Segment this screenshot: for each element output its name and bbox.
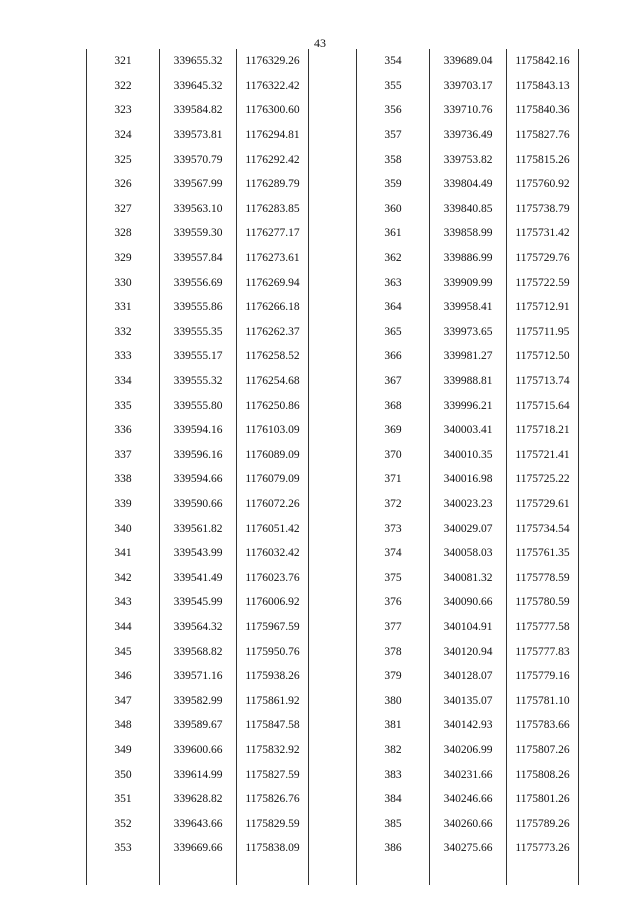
point-number-cell: 359 xyxy=(357,172,430,197)
x-coordinate-cell: 339561.82 xyxy=(160,516,237,541)
border-cell xyxy=(507,861,579,886)
table-row xyxy=(87,590,309,615)
y-coordinate-cell: 1176266.18 xyxy=(237,295,309,320)
x-coordinate-cell: 339981.27 xyxy=(430,344,507,369)
table-row xyxy=(87,467,309,492)
y-coordinate-cell: 1176329.26 xyxy=(237,49,309,74)
point-number-cell: 365 xyxy=(357,320,430,345)
table-row xyxy=(357,123,579,148)
y-coordinate-cell: 1175773.26 xyxy=(507,836,579,861)
point-number-cell: 357 xyxy=(357,123,430,148)
y-coordinate-cell: 1175777.58 xyxy=(507,615,579,640)
point-number-cell: 334 xyxy=(87,369,160,394)
x-coordinate-cell: 339988.81 xyxy=(430,369,507,394)
table-row xyxy=(357,49,579,74)
point-number-cell: 340 xyxy=(87,516,160,541)
table-row xyxy=(357,221,579,246)
x-coordinate-cell: 339555.86 xyxy=(160,295,237,320)
x-coordinate-cell: 339555.35 xyxy=(160,320,237,345)
table-row xyxy=(87,221,309,246)
point-number-cell: 378 xyxy=(357,639,430,664)
x-coordinate-cell: 340016.98 xyxy=(430,467,507,492)
y-coordinate-cell: 1175713.74 xyxy=(507,369,579,394)
point-number-cell: 358 xyxy=(357,147,430,172)
x-coordinate-cell: 339594.16 xyxy=(160,418,237,443)
table-row xyxy=(87,49,309,74)
x-coordinate-cell: 339703.17 xyxy=(430,74,507,99)
point-number-cell: 366 xyxy=(357,344,430,369)
point-number-cell: 371 xyxy=(357,467,430,492)
table-row xyxy=(357,467,579,492)
table-row xyxy=(357,541,579,566)
table-row xyxy=(87,639,309,664)
x-coordinate-cell: 339567.99 xyxy=(160,172,237,197)
table-row xyxy=(357,320,579,345)
x-coordinate-cell: 340010.35 xyxy=(430,443,507,468)
point-number-cell: 342 xyxy=(87,565,160,590)
x-coordinate-cell: 339628.82 xyxy=(160,787,237,812)
y-coordinate-cell: 1175780.59 xyxy=(507,590,579,615)
point-number-cell: 350 xyxy=(87,762,160,787)
x-coordinate-cell: 339568.82 xyxy=(160,639,237,664)
border-cell xyxy=(357,861,430,886)
x-coordinate-cell: 340260.66 xyxy=(430,811,507,836)
y-coordinate-cell: 1175801.26 xyxy=(507,787,579,812)
point-number-cell: 380 xyxy=(357,688,430,713)
point-number-cell: 338 xyxy=(87,467,160,492)
point-number-cell: 325 xyxy=(87,147,160,172)
table-row xyxy=(357,418,579,443)
table-row xyxy=(357,787,579,812)
x-coordinate-cell: 340029.07 xyxy=(430,516,507,541)
x-coordinate-cell: 339573.81 xyxy=(160,123,237,148)
point-number-cell: 353 xyxy=(87,836,160,861)
x-coordinate-cell: 339643.66 xyxy=(160,811,237,836)
x-coordinate-cell: 339589.67 xyxy=(160,713,237,738)
x-coordinate-cell: 340135.07 xyxy=(430,688,507,713)
point-number-cell: 382 xyxy=(357,738,430,763)
y-coordinate-cell: 1176023.76 xyxy=(237,565,309,590)
x-coordinate-cell: 339614.99 xyxy=(160,762,237,787)
y-coordinate-cell: 1176300.60 xyxy=(237,98,309,123)
point-number-cell: 330 xyxy=(87,270,160,295)
point-number-cell: 336 xyxy=(87,418,160,443)
y-coordinate-cell: 1175840.36 xyxy=(507,98,579,123)
table-row xyxy=(87,270,309,295)
x-coordinate-cell: 339645.32 xyxy=(160,74,237,99)
x-coordinate-cell: 339590.66 xyxy=(160,492,237,517)
x-coordinate-cell: 340206.99 xyxy=(430,738,507,763)
point-number-cell: 321 xyxy=(87,49,160,74)
y-coordinate-cell: 1176089.09 xyxy=(237,443,309,468)
y-coordinate-cell: 1175829.59 xyxy=(237,811,309,836)
table-row xyxy=(87,74,309,99)
x-coordinate-cell: 339541.49 xyxy=(160,565,237,590)
y-coordinate-cell: 1176254.68 xyxy=(237,369,309,394)
x-coordinate-cell: 339689.04 xyxy=(430,49,507,74)
point-number-cell: 381 xyxy=(357,713,430,738)
table-row xyxy=(87,197,309,222)
table-row xyxy=(357,811,579,836)
y-coordinate-cell: 1175718.21 xyxy=(507,418,579,443)
point-number-cell: 345 xyxy=(87,639,160,664)
table-row xyxy=(87,688,309,713)
table-row xyxy=(87,516,309,541)
y-coordinate-cell: 1176032.42 xyxy=(237,541,309,566)
table-row xyxy=(357,664,579,689)
point-number-cell: 370 xyxy=(357,443,430,468)
table-row xyxy=(357,197,579,222)
table-row xyxy=(357,98,579,123)
table-row xyxy=(87,295,309,320)
y-coordinate-cell: 1175967.59 xyxy=(237,615,309,640)
x-coordinate-cell: 339958.41 xyxy=(430,295,507,320)
y-coordinate-cell: 1176273.61 xyxy=(237,246,309,271)
table-row xyxy=(357,344,579,369)
x-coordinate-cell: 340120.94 xyxy=(430,639,507,664)
y-coordinate-cell: 1175815.26 xyxy=(507,147,579,172)
y-coordinate-cell: 1176051.42 xyxy=(237,516,309,541)
y-coordinate-cell: 1175781.10 xyxy=(507,688,579,713)
y-coordinate-cell: 1176294.81 xyxy=(237,123,309,148)
y-coordinate-cell: 1175838.09 xyxy=(237,836,309,861)
y-coordinate-cell: 1175734.54 xyxy=(507,516,579,541)
border-cell xyxy=(237,861,309,886)
x-coordinate-cell: 339600.66 xyxy=(160,738,237,763)
x-coordinate-cell: 339555.17 xyxy=(160,344,237,369)
point-number-cell: 373 xyxy=(357,516,430,541)
y-coordinate-cell: 1175842.16 xyxy=(507,49,579,74)
y-coordinate-cell: 1176072.26 xyxy=(237,492,309,517)
x-coordinate-cell: 339996.21 xyxy=(430,393,507,418)
y-coordinate-cell: 1175729.61 xyxy=(507,492,579,517)
point-number-cell: 333 xyxy=(87,344,160,369)
x-coordinate-cell: 339736.49 xyxy=(430,123,507,148)
x-coordinate-cell: 340003.41 xyxy=(430,418,507,443)
point-number-cell: 372 xyxy=(357,492,430,517)
y-coordinate-cell: 1175729.76 xyxy=(507,246,579,271)
x-coordinate-cell: 339804.49 xyxy=(430,172,507,197)
y-coordinate-cell: 1175938.26 xyxy=(237,664,309,689)
point-number-cell: 375 xyxy=(357,565,430,590)
table-row xyxy=(87,369,309,394)
y-coordinate-cell: 1176289.79 xyxy=(237,172,309,197)
x-coordinate-cell: 339753.82 xyxy=(430,147,507,172)
table-row xyxy=(357,147,579,172)
x-coordinate-cell: 340275.66 xyxy=(430,836,507,861)
x-coordinate-cell: 339559.30 xyxy=(160,221,237,246)
x-coordinate-cell: 339584.82 xyxy=(160,98,237,123)
point-number-cell: 369 xyxy=(357,418,430,443)
x-coordinate-cell: 339555.32 xyxy=(160,369,237,394)
table-row xyxy=(357,565,579,590)
table-row xyxy=(87,615,309,640)
point-number-cell: 363 xyxy=(357,270,430,295)
y-coordinate-cell: 1176262.37 xyxy=(237,320,309,345)
table-row xyxy=(357,369,579,394)
x-coordinate-cell: 340058.03 xyxy=(430,541,507,566)
table-row xyxy=(357,639,579,664)
table-row xyxy=(357,172,579,197)
y-coordinate-cell: 1175783.66 xyxy=(507,713,579,738)
point-number-cell: 364 xyxy=(357,295,430,320)
x-coordinate-cell: 339973.65 xyxy=(430,320,507,345)
point-number-cell: 356 xyxy=(357,98,430,123)
border-cell xyxy=(430,861,507,886)
table-row xyxy=(87,836,309,861)
point-number-cell: 349 xyxy=(87,738,160,763)
table-row xyxy=(87,762,309,787)
y-coordinate-cell: 1175760.92 xyxy=(507,172,579,197)
y-coordinate-cell: 1176269.94 xyxy=(237,270,309,295)
x-coordinate-cell: 339655.32 xyxy=(160,49,237,74)
table-row xyxy=(87,713,309,738)
y-coordinate-cell: 1175712.50 xyxy=(507,344,579,369)
coordinate-table-left xyxy=(86,49,309,885)
y-coordinate-cell: 1176103.09 xyxy=(237,418,309,443)
table-row xyxy=(87,320,309,345)
point-number-cell: 348 xyxy=(87,713,160,738)
y-coordinate-cell: 1175721.41 xyxy=(507,443,579,468)
table-row xyxy=(87,98,309,123)
y-coordinate-cell: 1175711.95 xyxy=(507,320,579,345)
table-row xyxy=(357,836,579,861)
point-number-cell: 335 xyxy=(87,393,160,418)
point-number-cell: 368 xyxy=(357,393,430,418)
y-coordinate-cell: 1175827.59 xyxy=(237,762,309,787)
y-coordinate-cell: 1175826.76 xyxy=(237,787,309,812)
point-number-cell: 346 xyxy=(87,664,160,689)
table-row xyxy=(87,787,309,812)
point-number-cell: 376 xyxy=(357,590,430,615)
x-coordinate-cell: 339543.99 xyxy=(160,541,237,566)
x-coordinate-cell: 339557.84 xyxy=(160,246,237,271)
point-number-cell: 329 xyxy=(87,246,160,271)
x-coordinate-cell: 339596.16 xyxy=(160,443,237,468)
point-number-cell: 354 xyxy=(357,49,430,74)
point-number-cell: 360 xyxy=(357,197,430,222)
x-coordinate-cell: 340090.66 xyxy=(430,590,507,615)
x-coordinate-cell: 340246.66 xyxy=(430,787,507,812)
x-coordinate-cell: 339564.32 xyxy=(160,615,237,640)
y-coordinate-cell: 1176006.92 xyxy=(237,590,309,615)
x-coordinate-cell: 339571.16 xyxy=(160,664,237,689)
x-coordinate-cell: 339858.99 xyxy=(430,221,507,246)
y-coordinate-cell: 1175847.58 xyxy=(237,713,309,738)
point-number-cell: 374 xyxy=(357,541,430,566)
x-coordinate-cell: 339669.66 xyxy=(160,836,237,861)
x-coordinate-cell: 339710.76 xyxy=(430,98,507,123)
y-coordinate-cell: 1175808.26 xyxy=(507,762,579,787)
table-row xyxy=(87,492,309,517)
x-coordinate-cell: 339545.99 xyxy=(160,590,237,615)
point-number-cell: 344 xyxy=(87,615,160,640)
x-coordinate-cell: 339556.69 xyxy=(160,270,237,295)
point-number-cell: 323 xyxy=(87,98,160,123)
point-number-cell: 327 xyxy=(87,197,160,222)
table-row xyxy=(357,713,579,738)
table-row xyxy=(87,123,309,148)
y-coordinate-cell: 1175807.26 xyxy=(507,738,579,763)
point-number-cell: 377 xyxy=(357,615,430,640)
y-coordinate-cell: 1175778.59 xyxy=(507,565,579,590)
table-row xyxy=(357,688,579,713)
y-coordinate-cell: 1176322.42 xyxy=(237,74,309,99)
point-number-cell: 351 xyxy=(87,787,160,812)
point-number-cell: 367 xyxy=(357,369,430,394)
table-row xyxy=(87,147,309,172)
y-coordinate-cell: 1175789.26 xyxy=(507,811,579,836)
point-number-cell: 337 xyxy=(87,443,160,468)
table-row xyxy=(87,811,309,836)
table-row xyxy=(87,344,309,369)
table-row xyxy=(87,418,309,443)
table-row xyxy=(357,762,579,787)
x-coordinate-cell: 339594.66 xyxy=(160,467,237,492)
point-number-cell: 386 xyxy=(357,836,430,861)
coordinate-table-right xyxy=(356,49,579,885)
y-coordinate-cell: 1176258.52 xyxy=(237,344,309,369)
table-row xyxy=(357,516,579,541)
y-coordinate-cell: 1176277.17 xyxy=(237,221,309,246)
point-number-cell: 383 xyxy=(357,762,430,787)
point-number-cell: 384 xyxy=(357,787,430,812)
table-row xyxy=(357,492,579,517)
border-cell xyxy=(87,861,160,886)
point-number-cell: 385 xyxy=(357,811,430,836)
y-coordinate-cell: 1175779.16 xyxy=(507,664,579,689)
point-number-cell: 332 xyxy=(87,320,160,345)
table-row xyxy=(357,295,579,320)
point-number-cell: 362 xyxy=(357,246,430,271)
point-number-cell: 339 xyxy=(87,492,160,517)
table-row xyxy=(357,393,579,418)
y-coordinate-cell: 1175843.13 xyxy=(507,74,579,99)
point-number-cell: 347 xyxy=(87,688,160,713)
table-row xyxy=(357,590,579,615)
table-row xyxy=(87,738,309,763)
table-row xyxy=(87,393,309,418)
point-number-cell: 361 xyxy=(357,221,430,246)
x-coordinate-cell: 339563.10 xyxy=(160,197,237,222)
table-row xyxy=(357,443,579,468)
point-number-cell: 331 xyxy=(87,295,160,320)
page-number: 43 xyxy=(314,36,326,50)
y-coordinate-cell: 1176079.09 xyxy=(237,467,309,492)
table-row xyxy=(87,565,309,590)
y-coordinate-cell: 1175832.92 xyxy=(237,738,309,763)
y-coordinate-cell: 1175722.59 xyxy=(507,270,579,295)
x-coordinate-cell: 339886.99 xyxy=(430,246,507,271)
table-row xyxy=(357,615,579,640)
y-coordinate-cell: 1175761.35 xyxy=(507,541,579,566)
table-border-extension xyxy=(357,861,579,886)
x-coordinate-cell: 339582.99 xyxy=(160,688,237,713)
x-coordinate-cell: 340081.32 xyxy=(430,565,507,590)
point-number-cell: 352 xyxy=(87,811,160,836)
x-coordinate-cell: 339555.80 xyxy=(160,393,237,418)
table-row xyxy=(87,541,309,566)
table-row xyxy=(87,172,309,197)
y-coordinate-cell: 1175950.76 xyxy=(237,639,309,664)
x-coordinate-cell: 340142.93 xyxy=(430,713,507,738)
point-number-cell: 343 xyxy=(87,590,160,615)
x-coordinate-cell: 339909.99 xyxy=(430,270,507,295)
point-number-cell: 328 xyxy=(87,221,160,246)
point-number-cell: 326 xyxy=(87,172,160,197)
table-row xyxy=(87,443,309,468)
x-coordinate-cell: 340104.91 xyxy=(430,615,507,640)
table-row xyxy=(357,74,579,99)
y-coordinate-cell: 1175738.79 xyxy=(507,197,579,222)
y-coordinate-cell: 1175777.83 xyxy=(507,639,579,664)
table-row xyxy=(357,270,579,295)
x-coordinate-cell: 339570.79 xyxy=(160,147,237,172)
y-coordinate-cell: 1175861.92 xyxy=(237,688,309,713)
y-coordinate-cell: 1176292.42 xyxy=(237,147,309,172)
point-number-cell: 322 xyxy=(87,74,160,99)
y-coordinate-cell: 1175827.76 xyxy=(507,123,579,148)
y-coordinate-cell: 1175715.64 xyxy=(507,393,579,418)
x-coordinate-cell: 340128.07 xyxy=(430,664,507,689)
x-coordinate-cell: 339840.85 xyxy=(430,197,507,222)
y-coordinate-cell: 1175725.22 xyxy=(507,467,579,492)
border-cell xyxy=(160,861,237,886)
table-row xyxy=(357,246,579,271)
table-border-extension xyxy=(87,861,309,886)
y-coordinate-cell: 1176250.86 xyxy=(237,393,309,418)
x-coordinate-cell: 340231.66 xyxy=(430,762,507,787)
y-coordinate-cell: 1175731.42 xyxy=(507,221,579,246)
x-coordinate-cell: 340023.23 xyxy=(430,492,507,517)
point-number-cell: 341 xyxy=(87,541,160,566)
y-coordinate-cell: 1176283.85 xyxy=(237,197,309,222)
y-coordinate-cell: 1175712.91 xyxy=(507,295,579,320)
point-number-cell: 355 xyxy=(357,74,430,99)
table-row xyxy=(87,246,309,271)
table-row xyxy=(87,664,309,689)
point-number-cell: 324 xyxy=(87,123,160,148)
table-row xyxy=(357,738,579,763)
point-number-cell: 379 xyxy=(357,664,430,689)
